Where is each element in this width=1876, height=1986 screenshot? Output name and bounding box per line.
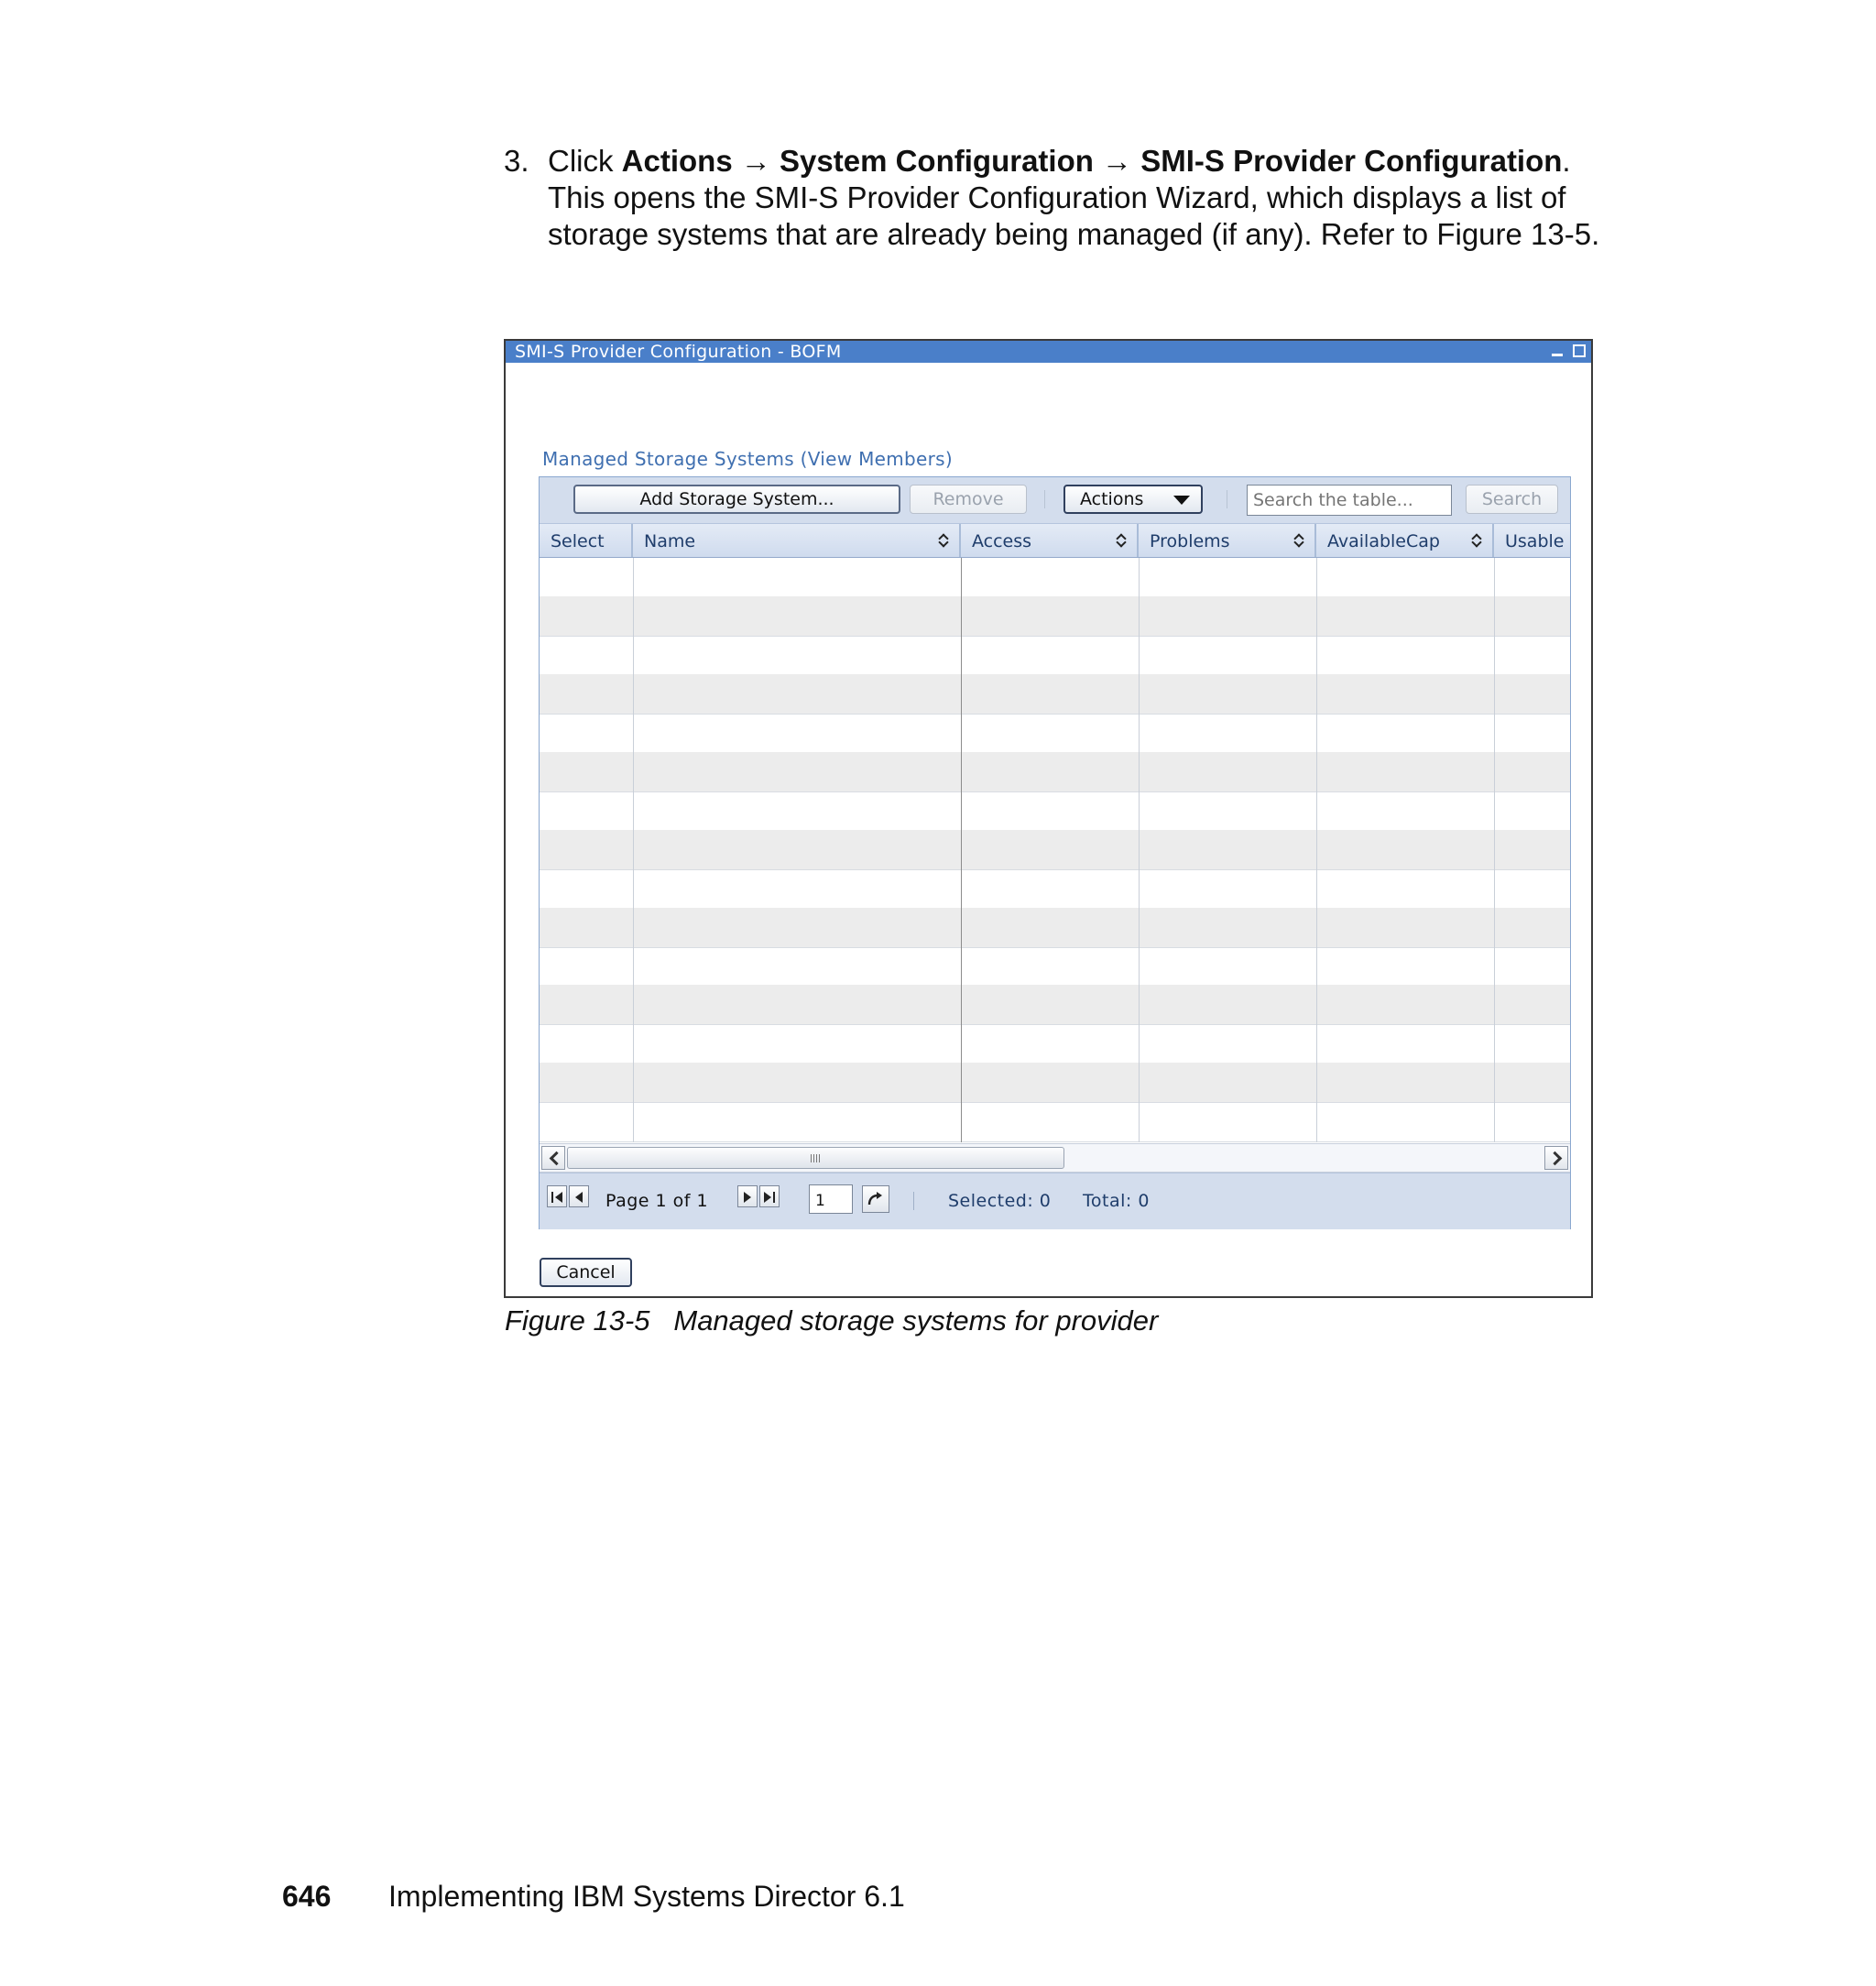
column-header-problems[interactable] xyxy=(1139,524,1316,557)
table-row xyxy=(540,946,1570,987)
managed-systems-table xyxy=(539,476,1571,1229)
step-body xyxy=(548,143,1601,253)
pager-separator xyxy=(913,1192,914,1210)
page-indicator: Page 1 of 1 xyxy=(605,1191,709,1211)
maximize-icon[interactable] xyxy=(1573,344,1586,357)
caret-down-icon xyxy=(1173,496,1190,505)
menu-arrow-1: → xyxy=(732,144,780,178)
table-row xyxy=(540,596,1570,637)
table-row xyxy=(540,1102,1570,1142)
grip-icon xyxy=(811,1154,822,1162)
page-footer xyxy=(282,1880,905,1914)
table-row xyxy=(540,674,1570,715)
table-header-row xyxy=(540,524,1570,558)
column-header-access[interactable] xyxy=(961,524,1139,557)
column-header-label: Name xyxy=(644,531,696,551)
next-page-icon[interactable] xyxy=(737,1185,758,1207)
column-header-name[interactable] xyxy=(633,524,961,557)
menu-path-smis-provider-configuration: SMI-S Provider Configuration xyxy=(1140,144,1563,178)
column-divider xyxy=(961,558,962,1142)
previous-page-icon[interactable] xyxy=(569,1185,589,1207)
smis-provider-window xyxy=(504,339,1593,1298)
total-count: Total: 0 xyxy=(1083,1191,1150,1211)
sort-icon[interactable] xyxy=(939,533,948,548)
column-divider xyxy=(1494,558,1495,1142)
column-divider xyxy=(1316,558,1317,1142)
menu-arrow-2: → xyxy=(1093,144,1141,178)
column-header-label: Select xyxy=(551,531,605,551)
column-header-usable[interactable] xyxy=(1494,524,1572,557)
table-row xyxy=(540,830,1570,870)
table-row xyxy=(540,791,1570,831)
table-body xyxy=(540,558,1570,1142)
table-row xyxy=(540,636,1570,676)
page-number: 646 xyxy=(282,1880,332,1913)
sort-icon[interactable] xyxy=(1117,533,1126,548)
column-header-label: AvailableCap xyxy=(1327,531,1440,551)
step-click-word: Click xyxy=(548,144,622,178)
actions-dropdown[interactable] xyxy=(1063,485,1203,514)
table-row xyxy=(540,558,1570,598)
search-input[interactable] xyxy=(1247,485,1452,516)
cancel-button[interactable]: Cancel xyxy=(540,1258,632,1287)
menu-path-system-configuration: System Configuration xyxy=(780,144,1094,178)
column-divider xyxy=(1139,558,1140,1142)
sort-icon[interactable] xyxy=(1472,533,1481,548)
step-period: . xyxy=(1562,144,1571,178)
selected-count: Selected: 0 xyxy=(948,1191,1052,1211)
horizontal-scrollbar[interactable] xyxy=(540,1143,1570,1173)
scroll-left-icon[interactable] xyxy=(541,1146,565,1170)
remove-button[interactable]: Remove xyxy=(910,485,1027,514)
step-number: 3. xyxy=(504,144,529,178)
minimize-icon[interactable] xyxy=(1551,344,1564,357)
scroll-right-icon[interactable] xyxy=(1544,1146,1568,1170)
table-row xyxy=(540,1024,1570,1064)
table-pager xyxy=(540,1173,1570,1229)
menu-path-actions: Actions xyxy=(621,144,733,178)
table-row xyxy=(540,714,1570,754)
page-number-input[interactable] xyxy=(809,1184,853,1214)
column-header-label: Problems xyxy=(1150,531,1230,551)
book-title: Implementing IBM Systems Director 6.1 xyxy=(388,1880,905,1913)
column-divider xyxy=(633,558,634,1142)
scrollbar-thumb[interactable] xyxy=(567,1147,1064,1169)
first-page-icon[interactable] xyxy=(547,1185,567,1207)
table-row xyxy=(540,908,1570,948)
table-row xyxy=(540,1063,1570,1103)
search-button[interactable]: Search xyxy=(1466,485,1558,514)
table-row xyxy=(540,868,1570,909)
go-arrow-icon[interactable] xyxy=(862,1185,889,1213)
last-page-icon[interactable] xyxy=(759,1185,780,1207)
actions-dropdown-label: Actions xyxy=(1080,489,1144,509)
section-title[interactable]: Managed Storage Systems (View Members) xyxy=(542,448,953,470)
sort-icon[interactable] xyxy=(1294,533,1303,548)
window-title: SMI-S Provider Configuration - BOFM xyxy=(515,342,842,362)
column-header-select[interactable] xyxy=(540,524,633,557)
step-continuation: This opens the SMI-S Provider Configuration Wizard, which displays a list of storage systems that are already being managed (if any). Refer to Figure 13-5. xyxy=(548,180,1600,251)
column-header-label: Usable xyxy=(1505,531,1565,551)
toolbar-separator xyxy=(1044,490,1045,508)
figure-caption: Figure 13-5 Managed storage systems for provider xyxy=(505,1304,1159,1337)
table-row xyxy=(540,752,1570,792)
column-header-label: Access xyxy=(972,531,1032,551)
column-header-availablecap[interactable] xyxy=(1316,524,1494,557)
table-row xyxy=(540,985,1570,1025)
table-toolbar xyxy=(540,477,1570,524)
window-titlebar xyxy=(506,341,1591,363)
add-storage-system-button[interactable]: Add Storage System... xyxy=(573,485,900,514)
